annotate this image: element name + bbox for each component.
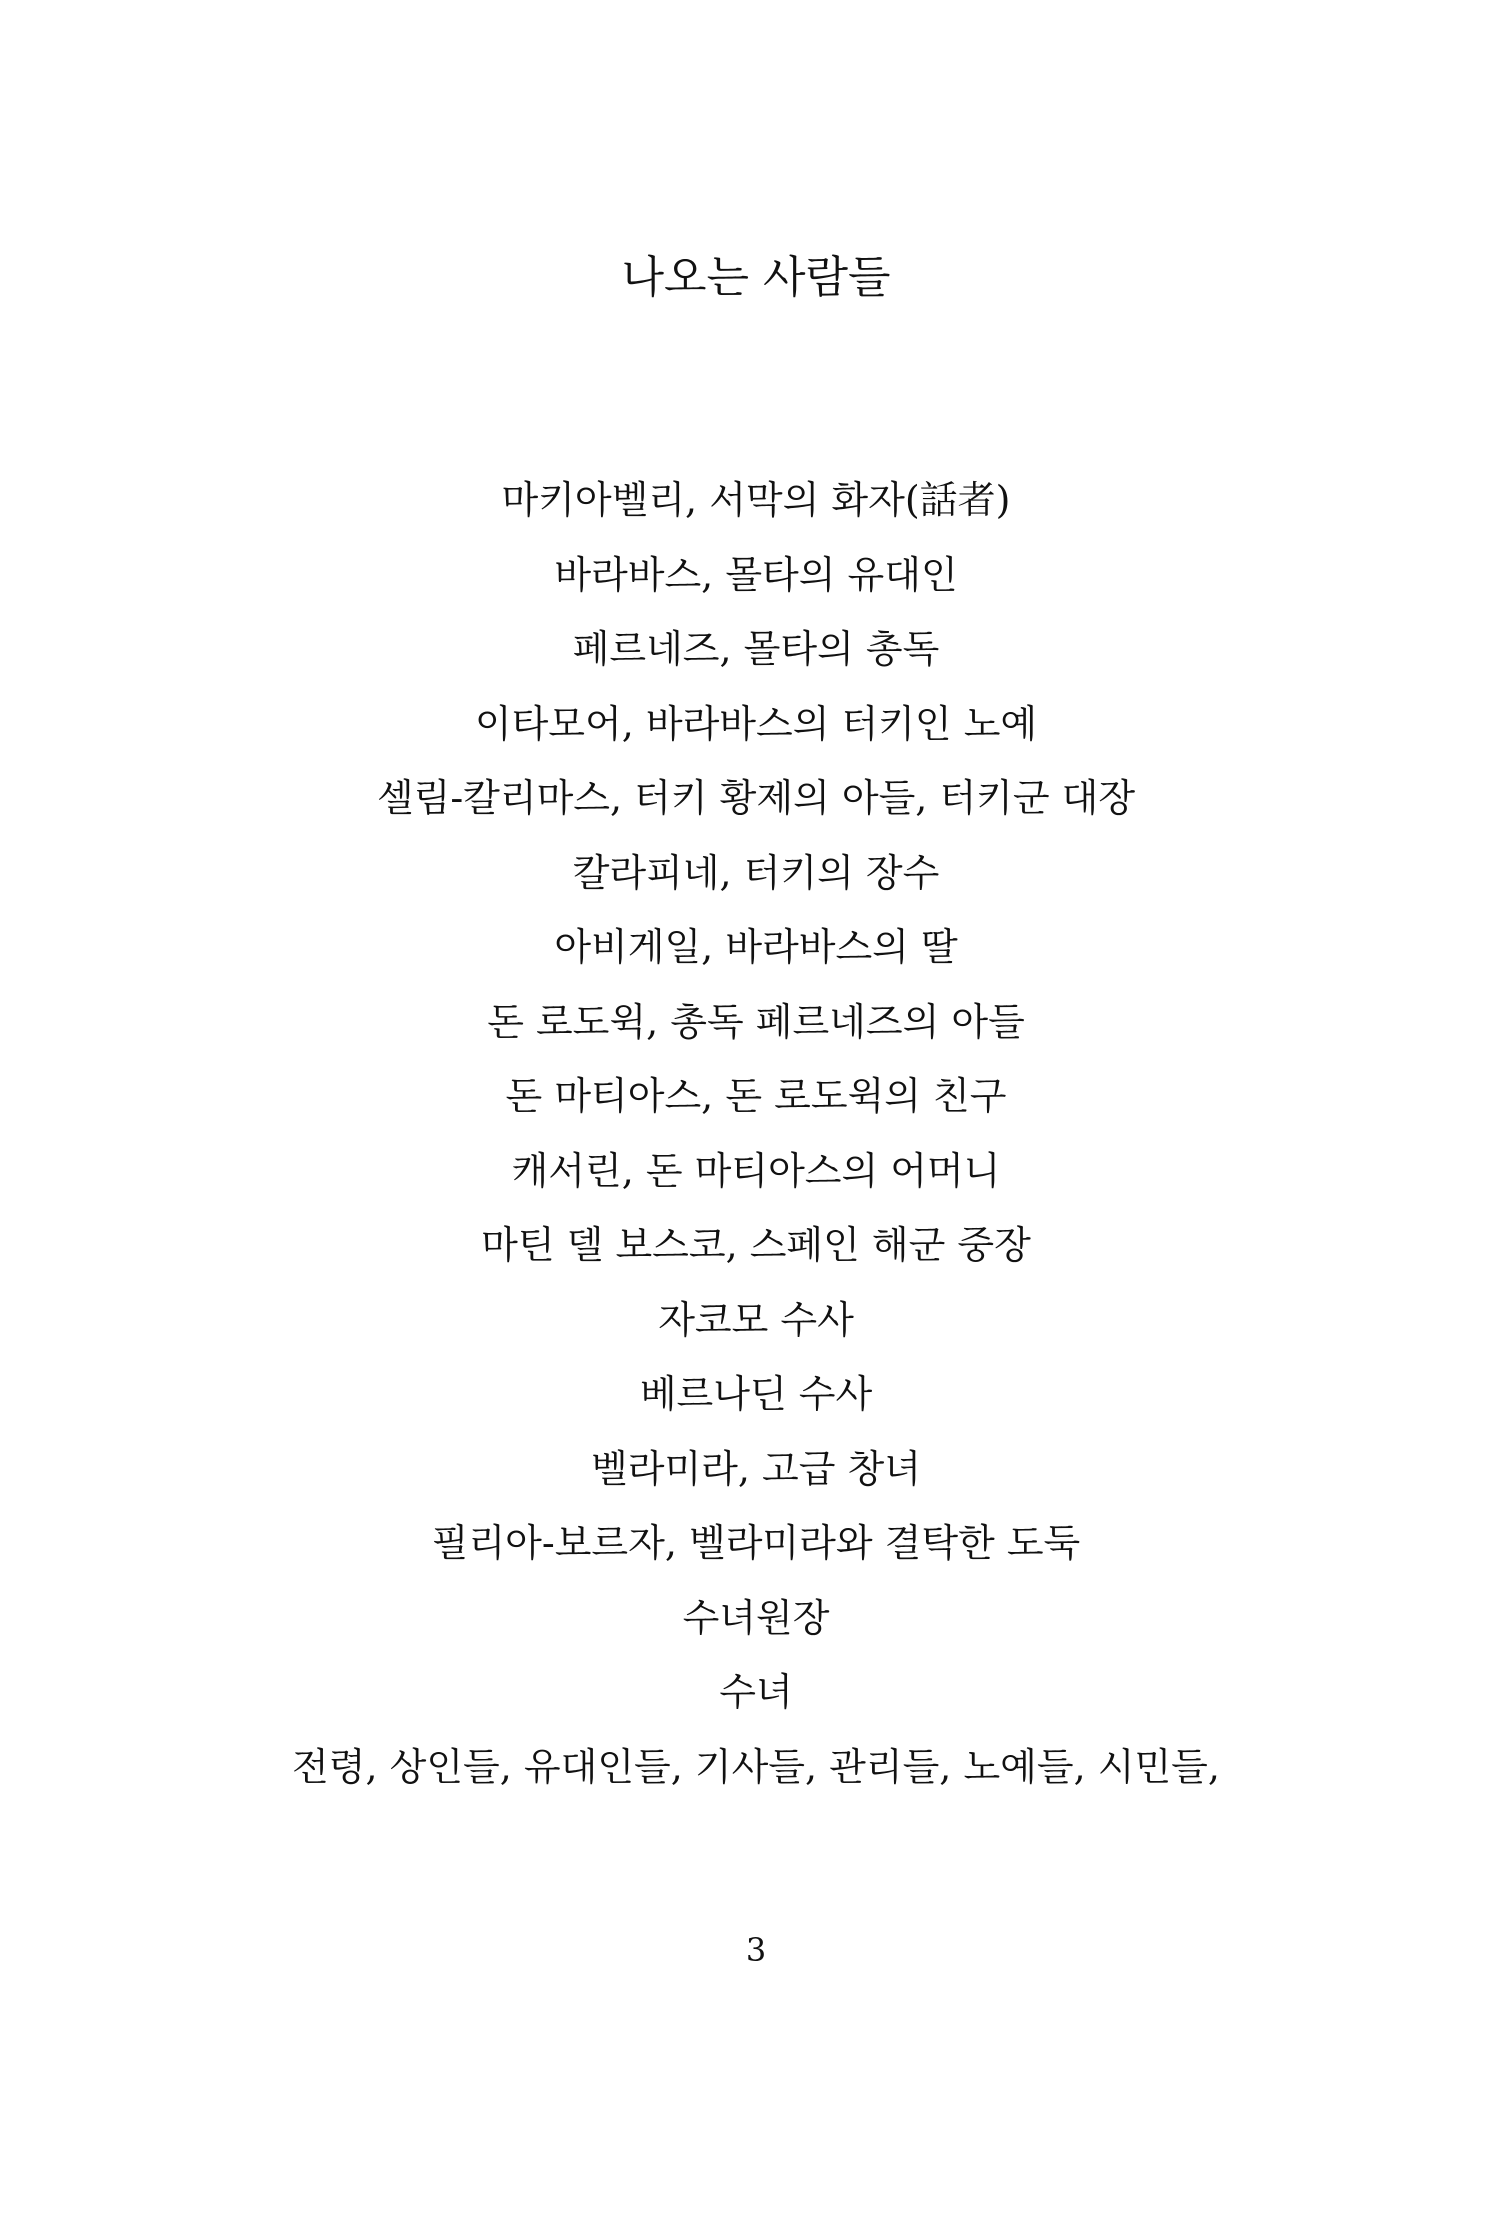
- cast-item: 마틴 델 보스코, 스페인 해군 중장: [481, 1223, 1031, 1267]
- cast-item: 수녀원장: [682, 1595, 830, 1640]
- page-title: 나오는 사람들: [621, 252, 891, 303]
- cast-item: 칼라피네, 터키의 장수: [572, 850, 940, 895]
- cast-item: 페르네즈, 몰타의 총독: [572, 627, 940, 671]
- cast-item: 캐서린, 돈 마티아스의 어머니: [511, 1148, 1001, 1193]
- cast-item: 필리아-보르자, 벨라미라와 결탁한 도둑: [431, 1521, 1081, 1565]
- cast-item: 벨라미라, 고급 창녀: [591, 1446, 921, 1491]
- page-number: 3: [745, 1931, 767, 1969]
- cast-item: 베르나딘 수사: [639, 1372, 873, 1416]
- cast-item: 바라바스, 몰타의 유대인: [554, 552, 958, 597]
- cast-item: 마키아벨리, 서막의 화자(話者): [501, 478, 1011, 522]
- cast-item: 돈 로도윅, 총독 페르네즈의 아들: [487, 999, 1025, 1044]
- cast-item: 셀림-칼리마스, 터키 황제의 아들, 터키군 대장: [376, 776, 1136, 820]
- cast-item: 아비게일, 바라바스의 딸: [554, 925, 958, 969]
- cast-item: 이타모어, 바라바스의 터키인 노예: [474, 701, 1038, 746]
- cast-item: 돈 마티아스, 돈 로도윅의 친구: [505, 1074, 1007, 1118]
- cast-item: 수녀: [719, 1670, 793, 1714]
- cast-item: 자코모 수사: [658, 1297, 854, 1342]
- cast-list: [0, 470, 1512, 1811]
- cast-item: 전령, 상인들, 유대인들, 기사들, 관리들, 노예들, 시민들,: [292, 1744, 1220, 1789]
